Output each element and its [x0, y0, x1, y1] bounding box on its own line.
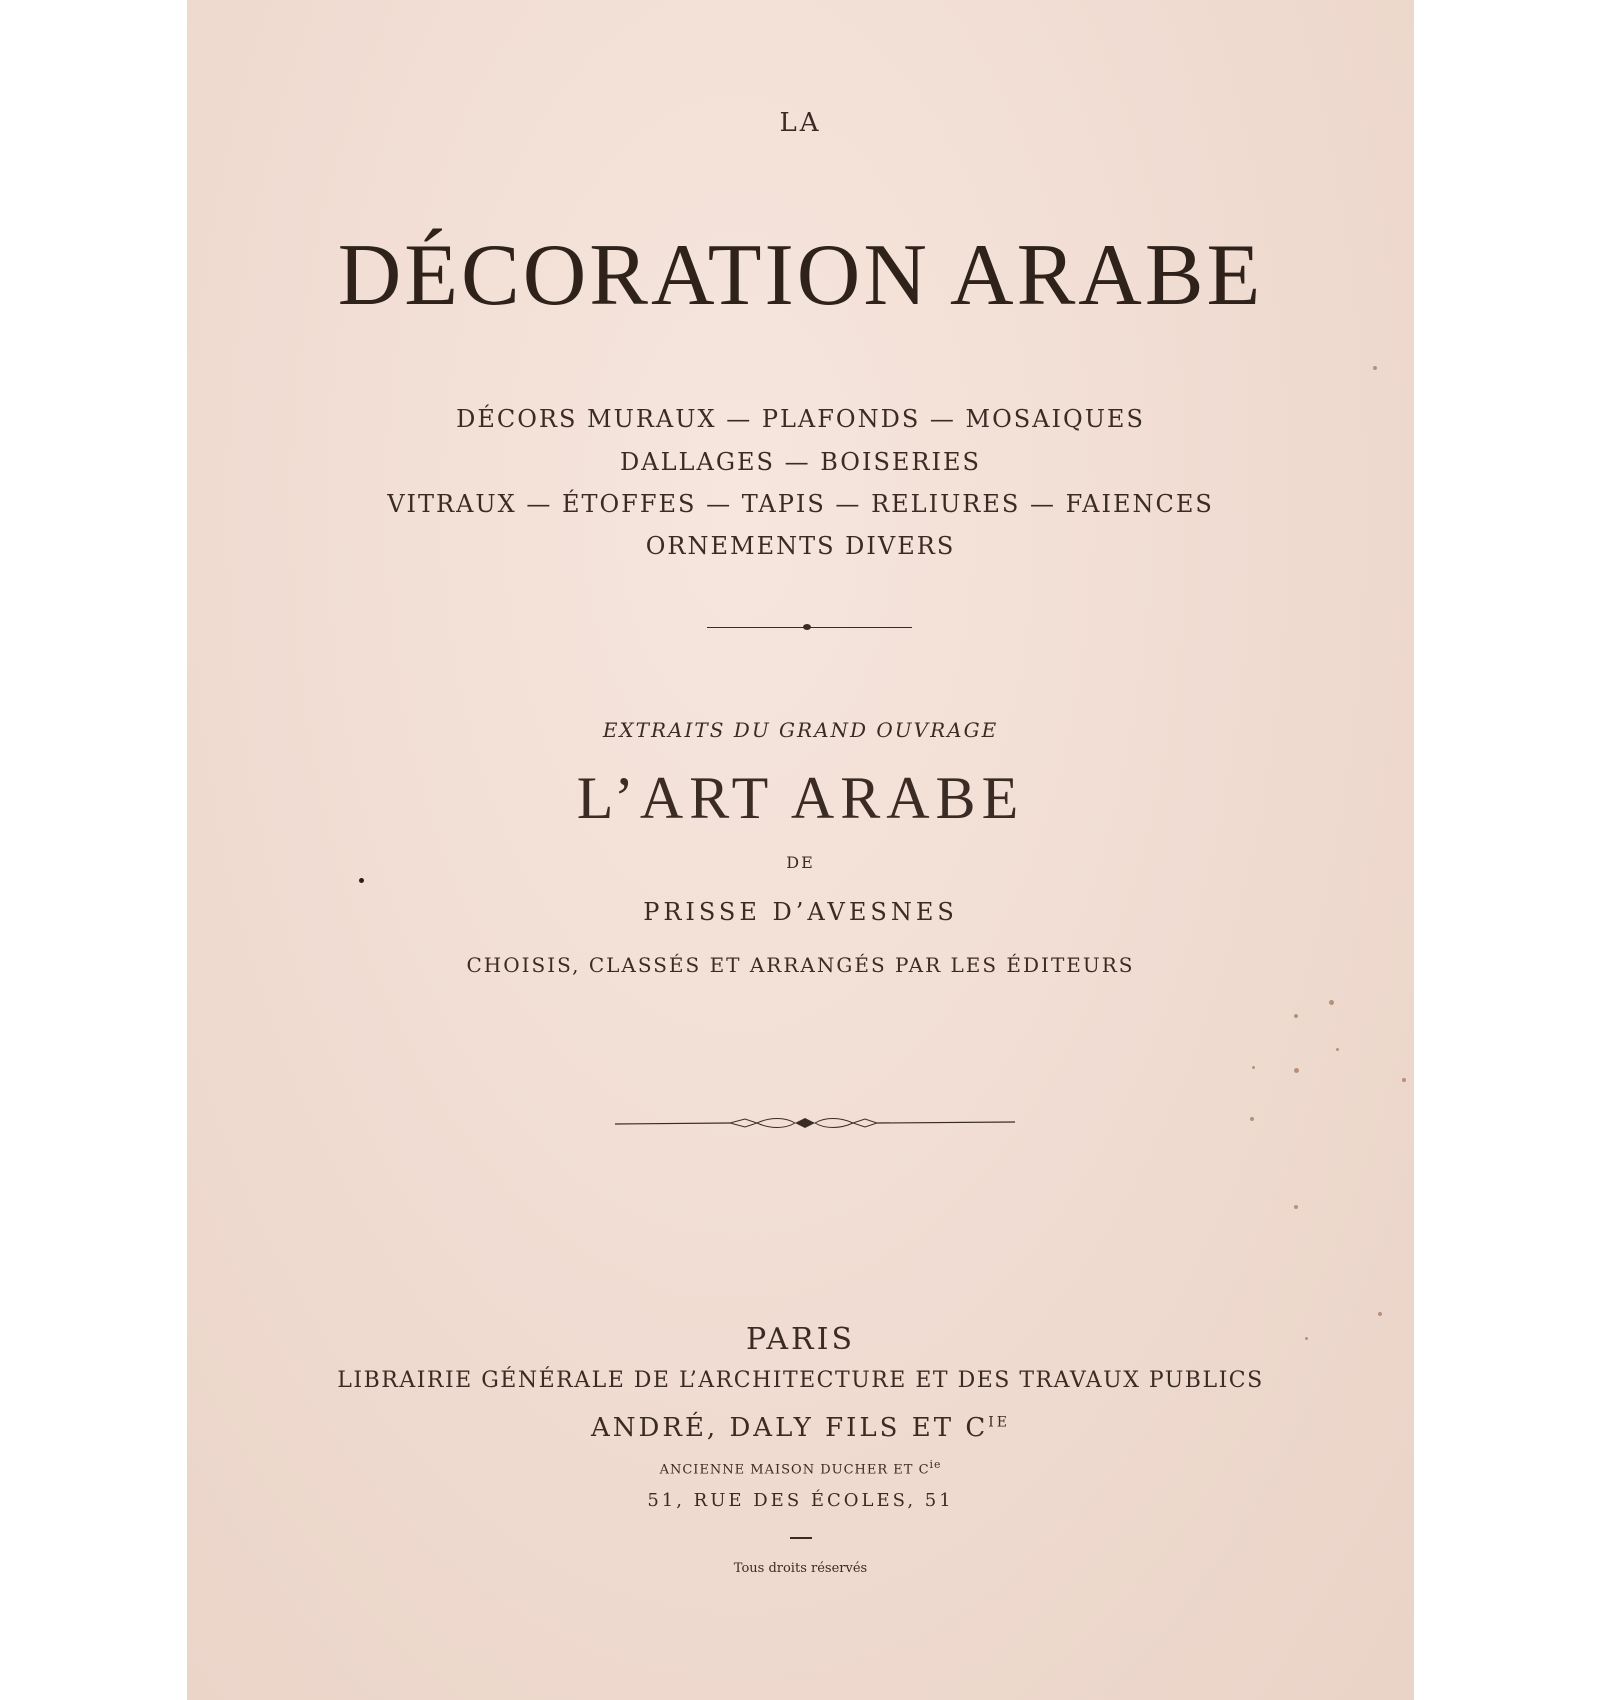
ink-spot [359, 878, 364, 883]
foxing-spot [1252, 1066, 1255, 1069]
foxing-spot [1373, 366, 1377, 370]
former-house-name: ANCIENNE MAISON DUCHER ET C [659, 1462, 930, 1478]
publisher-firm [187, 1413, 1414, 1443]
foxing-spot [1378, 1312, 1382, 1316]
title-article: LA [779, 108, 822, 138]
former-house-line [187, 1458, 1414, 1477]
foxing-spot [1294, 1068, 1299, 1073]
work-title: L’ART ARABE [576, 765, 1025, 831]
foxing-spot [1250, 1117, 1254, 1121]
foxing-spot [1294, 1205, 1298, 1209]
foxing-spot [1402, 1078, 1406, 1082]
subject-line: DÉCORS MURAUX — PLAFONDS — MOSAIQUES [456, 405, 1145, 433]
short-dash [790, 1537, 812, 1539]
foxing-spot [1305, 1337, 1308, 1340]
subject-line: DALLAGES — BOISERIES [620, 448, 981, 476]
foxing-spot [1329, 1000, 1334, 1005]
subject-line: ORNEMENTS DIVERS [645, 532, 956, 560]
divider-dot [803, 624, 811, 630]
firm-superscript: IE [988, 1414, 1010, 1431]
author-name: PRISSE D’AVESNES [643, 898, 958, 926]
rights-notice: Tous droits réservés [733, 1561, 868, 1576]
foxing-spot [1294, 1014, 1298, 1018]
editors-line: CHOISIS, CLASSÉS ET ARRANGÉS PAR LES ÉDITEURS [466, 953, 1135, 977]
book-title: DÉCORATION ARABE [337, 227, 1264, 324]
extraits-line: EXTRAITS DU GRAND OUVRAGE [602, 718, 999, 742]
title-page [187, 0, 1414, 1700]
ornament-divider [615, 1115, 1015, 1131]
publisher-line: LIBRAIRIE GÉNÉRALE DE L’ARCHITECTURE ET DES TRAVAUX PUBLICS [337, 1368, 1264, 1393]
publisher-address: 51, RUE DES ÉCOLES, 51 [647, 1490, 954, 1511]
former-house-superscript: ie [929, 1458, 942, 1471]
subject-line: VITRAUX — ÉTOFFES — TAPIS — RELIURES — FAIENCES [387, 490, 1214, 518]
firm-name: ANDRÉ, DALY FILS ET C [591, 1413, 989, 1443]
de-line: DE [786, 853, 815, 872]
foxing-spot [1336, 1048, 1339, 1051]
imprint-city: PARIS [745, 1322, 856, 1357]
